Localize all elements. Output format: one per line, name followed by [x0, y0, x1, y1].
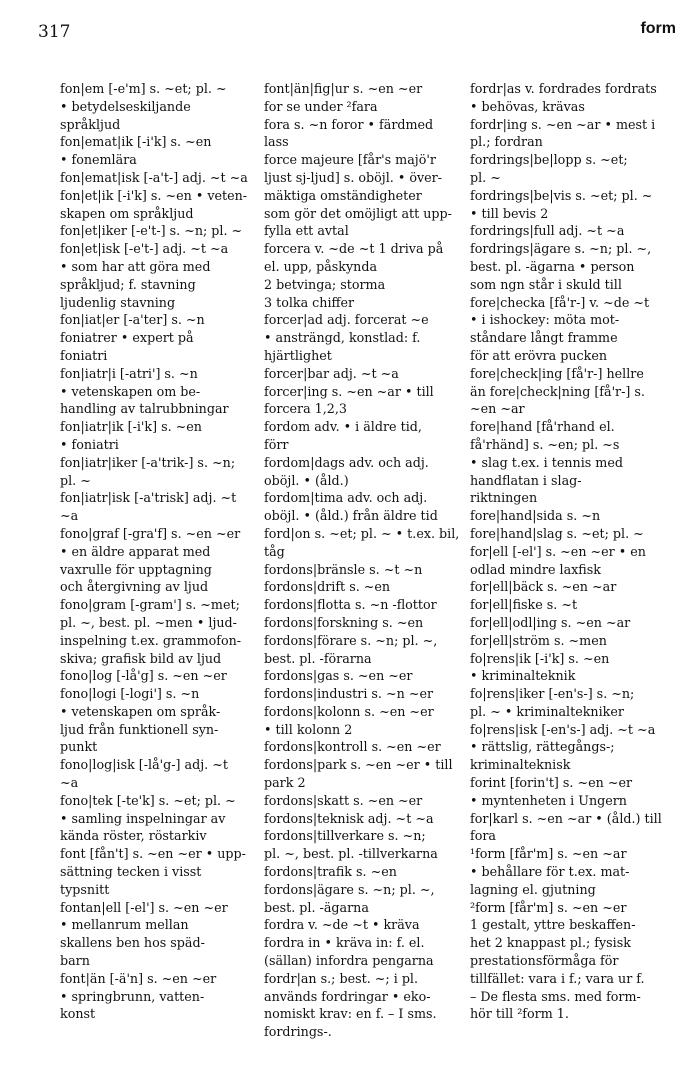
entry-line: for|ell [-el'] s. ~en ~er • en [470, 543, 646, 559]
dictionary-column-3 [470, 80, 682, 1023]
entry-line: barn [60, 953, 90, 969]
entry-line: hör till ²form 1. [470, 1006, 569, 1022]
entry-line: fono|log [-lå'g] s. ~en ~er [60, 668, 227, 684]
entry-line: fordons|drift s. ~en [264, 579, 391, 595]
entry-line: för att erövra pucken [470, 347, 608, 363]
entry-line: tillfället: vara i f.; vara ur f. [470, 970, 645, 986]
entry-line: fordons|kontroll s. ~en ~er [264, 739, 441, 755]
entry-line: mäktiga omständigheter [264, 187, 422, 203]
page-number: 317 [38, 22, 71, 42]
entry-line: • vetenskapen om be- [60, 383, 201, 399]
entry-line: fon|iatr|i [-atri'] s. ~n [60, 365, 198, 381]
entry-line: hjärtlighet [264, 347, 332, 363]
entry-line: ljud från funktionell syn- [60, 721, 219, 737]
entry-line: oböjl. • (åld.) [264, 472, 349, 488]
entry-line: språkljud [60, 116, 121, 132]
entry-line: pl.; fordran [470, 134, 543, 150]
entry-line: konst [60, 1006, 96, 1022]
entry-line: fora s. ~n foror • färdmed lass [264, 116, 434, 150]
entry-line: skapen om språkljud [60, 205, 194, 221]
entry-line: forcera 1,2,3 [264, 401, 347, 417]
entry-line: än fore|check|ning [få'r-] s. [470, 383, 645, 399]
entry-line: • kriminalteknik [470, 668, 576, 684]
entry-line: • i ishockey: möta mot- [470, 312, 620, 328]
entry-line: fordons|ägare s. ~n; pl. ~, [264, 881, 435, 897]
entry-line: fono|tek [-te'k] s. ~et; pl. ~ [60, 792, 236, 808]
entry-line: • mellanrum mellan [60, 917, 189, 933]
entry-line: pl. ~ [470, 169, 501, 185]
entry-line: • rättslig, rättegångs-; [470, 739, 615, 755]
entry-line: forint [forin't] s. ~en ~er [470, 775, 633, 791]
entry-line: tåg [264, 543, 285, 559]
entry-line: fo|rens|isk [-en's-] adj. ~t ~a [470, 721, 656, 737]
entry-line: • springbrunn, vatten- [60, 988, 205, 1004]
entry-line: best. pl. -förarna [264, 650, 372, 666]
entry-line: fon|iat|er [-a'ter] s. ~n [60, 312, 205, 328]
entry-line: som gör det omöjligt att upp- [264, 205, 452, 221]
entry-line: • vetenskapen om språk- [60, 703, 221, 719]
entry-line: och återgivning av ljud [60, 579, 209, 595]
entry-line: handflatan i slag- [470, 472, 582, 488]
entry-line: font [fån't] s. ~en ~er • upp- [60, 846, 246, 862]
entry-line: park 2 [264, 775, 306, 791]
entry-line: fordrings|full adj. ~t ~a [470, 223, 625, 239]
entry-line: fordons|forskning s. ~en [264, 614, 424, 630]
entry-line: forcera v. ~de ~t 1 driva på [264, 241, 444, 257]
entry-line: font|än [-ä'n] s. ~en ~er [60, 970, 217, 986]
entry-line: nomiskt krav: en f. – I sms. [264, 1006, 437, 1022]
entry-line: forcer|ing s. ~en ~ar • till [264, 383, 434, 399]
entry-line: force majeure [får's majö'r [264, 152, 436, 168]
entry-line: få'rhänd] s. ~en; pl. ~s [470, 436, 620, 452]
entry-line: som ngn står i skuld till [470, 276, 622, 292]
entry-line: for|ell|bäck s. ~en ~ar [470, 579, 617, 595]
entry-line: fylla ett avtal [264, 223, 349, 239]
entry-line: fordons|bränsle s. ~t ~n [264, 561, 423, 577]
entry-line: fon|em [-e'm] s. ~et; pl. ~ [60, 81, 227, 96]
entry-line: fordrings|ägare s. ~n; pl. ~, [470, 241, 652, 257]
entry-line: • en äldre apparat med [60, 543, 211, 559]
entry-line: fordr|as v. fordrades fordrats [470, 81, 657, 96]
entry-line: ~a [60, 508, 79, 524]
entry-line: handling av talrubbningar [60, 401, 229, 417]
entry-line: (sällan) infordra pengarna [264, 953, 434, 969]
entry-line: fordrings-. [264, 1024, 332, 1040]
entry-line: • behövas, krävas [470, 98, 585, 114]
entry-line: • samling inspelningar av [60, 810, 226, 826]
entry-line: for|ell|odl|ing s. ~en ~ar [470, 614, 631, 630]
entry-line: 3 tolka chiffer [264, 294, 355, 310]
entry-line: ford|on s. ~et; pl. ~ • t.ex. bil, [264, 525, 460, 541]
dictionary-column-2 [264, 80, 460, 1041]
entry-line: typsnitt [60, 881, 110, 897]
entry-line: fordons|teknisk adj. ~t ~a [264, 810, 434, 826]
entry-line: forcer|bar adj. ~t ~a [264, 365, 399, 381]
entry-line: ståndare långt framme [470, 330, 618, 346]
entry-line: ¹form [får'm] s. ~en ~ar [470, 846, 627, 862]
entry-line: • som har att göra med [60, 258, 211, 274]
entry-line: fordons|trafik s. ~en [264, 864, 397, 880]
entry-line: skallens ben hos späd- [60, 935, 205, 951]
entry-line: fore|hand [få'rhand el. [470, 419, 615, 435]
entry-line: fontan|ell [-el'] s. ~en ~er [60, 899, 228, 915]
entry-line: fordons|gas s. ~en ~er [264, 668, 413, 684]
entry-line: riktningen [470, 490, 538, 506]
entry-line: fordons|industri s. ~n ~er [264, 686, 434, 702]
entry-line: ljudenlig stavning [60, 294, 176, 310]
entry-line: punkt [60, 739, 98, 755]
entry-line: fon|iatr|isk [-a'trisk] adj. ~t [60, 490, 237, 506]
entry-line: • till bevis 2 [470, 205, 549, 221]
entry-line: används fordringar • eko- [264, 988, 431, 1004]
entry-line: ~a [60, 775, 79, 791]
guide-word: form [640, 20, 676, 37]
entry-line: fore|check|ing [få'r-] hellre [470, 365, 644, 381]
entry-line: • behållare för t.ex. mat- [470, 864, 630, 880]
entry-line: fordra v. ~de ~t • kräva [264, 917, 420, 933]
entry-line: fore|hand|slag s. ~et; pl. ~ [470, 525, 644, 541]
entry-line: fordons|skatt s. ~en ~er [264, 792, 423, 808]
entry-line: fora [470, 828, 496, 844]
entry-line: språkljud; f. stavning [60, 276, 196, 292]
entry-line: • myntenheten i Ungern [470, 792, 627, 808]
entry-line: vaxrulle för upptagning [60, 561, 212, 577]
entry-line: font|än|fig|ur s. ~en ~er [264, 81, 423, 96]
entry-line: fon|et|isk [-e't-] adj. ~t ~a [60, 241, 229, 257]
entry-line: skiva; grafisk bild av ljud [60, 650, 222, 666]
entry-line: fordons|tillverkare s. ~n; [264, 828, 426, 844]
entry-line: for|ell|fiske s. ~t [470, 597, 578, 613]
entry-line: fon|emat|isk [-a't-] adj. ~t ~a [60, 169, 248, 185]
entry-line: best. pl. -ägarna • person [470, 258, 635, 274]
entry-line: fono|gram [-gram'] s. ~met; [60, 597, 240, 613]
entry-line: fordrings|be|vis s. ~et; pl. ~ [470, 187, 653, 203]
entry-line: for se under ²fara [264, 98, 378, 114]
entry-line: pl. ~, best. pl. -tillverkarna [264, 846, 438, 862]
entry-line: foniatri [60, 347, 108, 363]
entry-line: inspelning t.ex. grammofon- [60, 632, 242, 648]
entry-line: – De flesta sms. med form- [470, 988, 641, 1004]
entry-line: fordr|ing s. ~en ~ar • mest i [470, 116, 656, 132]
entry-line: el. upp, påskynda [264, 258, 378, 274]
entry-line: odlad mindre laxfisk [470, 561, 601, 577]
entry-line: fon|iatr|iker [-a'trik-] s. ~n; [60, 454, 236, 470]
entry-line: fore|hand|sida s. ~n [470, 508, 601, 524]
entry-line: pl. ~ • kriminaltekniker [470, 703, 624, 719]
entry-line: fon|et|ik [-i'k] s. ~en • veten- [60, 187, 248, 203]
entry-line: fono|log|isk [-lå'g-] adj. ~t [60, 757, 228, 773]
entry-line: • ansträngd, konstlad: f. [264, 330, 421, 346]
dictionary-column-1 [60, 80, 250, 1023]
entry-line: ~en ~ar [470, 401, 525, 417]
entry-line: forcer|ad adj. forcerat ~e [264, 312, 429, 328]
entry-line: förr [264, 436, 289, 452]
entry-line: fono|logi [-logi'] s. ~n [60, 686, 200, 702]
entry-line: fore|checka [få'r-] v. ~de ~t [470, 294, 650, 310]
entry-line: fordons|flotta s. ~n -flottor [264, 597, 437, 613]
entry-line: for|karl s. ~en ~ar • (åld.) till [470, 810, 662, 826]
entry-line: • till kolonn 2 [264, 721, 353, 737]
entry-line: • betydelseskiljande [60, 98, 191, 114]
entry-line: 2 betvinga; storma [264, 276, 386, 292]
entry-line: fo|rens|iker [-en's-] s. ~n; [470, 686, 635, 702]
entry-line: fordra in • kräva in: f. el. [264, 935, 425, 951]
entry-line: oböjl. • (åld.) från äldre tid [264, 508, 438, 524]
entry-line: het 2 knappast pl.; fysisk [470, 935, 631, 951]
entry-line: 1 gestalt, yttre beskaffen- [470, 917, 636, 933]
entry-line: pl. ~ [60, 472, 91, 488]
entry-line: fon|iatr|ik [-i'k] s. ~en [60, 419, 202, 435]
entry-line: fordom|dags adv. och adj. [264, 454, 429, 470]
entry-line: fordrings|be|lopp s. ~et; [470, 152, 628, 168]
entry-line: fordom adv. • i äldre tid, [264, 419, 422, 435]
entry-line: • foniatri [60, 436, 119, 452]
entry-line: for|ell|ström s. ~men [470, 632, 607, 648]
entry-line: fon|et|iker [-e't-] s. ~n; pl. ~ [60, 223, 243, 239]
entry-line: fo|rens|ik [-i'k] s. ~en [470, 650, 610, 666]
entry-line: sättning tecken i visst [60, 864, 202, 880]
entry-line: fordr|an s.; best. ~; i pl. [264, 970, 419, 986]
entry-line: fordom|tima adv. och adj. [264, 490, 428, 506]
entry-line: kända röster, röstarkiv [60, 828, 207, 844]
entry-line: foniatrer • expert på [60, 330, 194, 346]
entry-line: fon|emat|ik [-i'k] s. ~en [60, 134, 212, 150]
entry-line: • slag t.ex. i tennis med [470, 454, 623, 470]
entry-line: prestationsförmåga för [470, 953, 619, 969]
entry-line: kriminalteknisk [470, 757, 571, 773]
entry-line: ²form [får'm] s. ~en ~er [470, 899, 627, 915]
entry-line: • fonemlära [60, 152, 137, 168]
entry-line: fordons|park s. ~en ~er • till [264, 757, 453, 773]
entry-line: fono|graf [-gra'f] s. ~en ~er [60, 525, 241, 541]
entry-line: best. pl. -ägarna [264, 899, 369, 915]
entry-line: lagning el. gjutning [470, 881, 596, 897]
entry-line: fordons|kolonn s. ~en ~er [264, 703, 434, 719]
entry-line: fordons|förare s. ~n; pl. ~, [264, 632, 438, 648]
entry-line: pl. ~, best. pl. ~men • ljud- [60, 614, 237, 630]
entry-line: ljust sj-ljud] s. oböjl. • över- [264, 169, 443, 185]
